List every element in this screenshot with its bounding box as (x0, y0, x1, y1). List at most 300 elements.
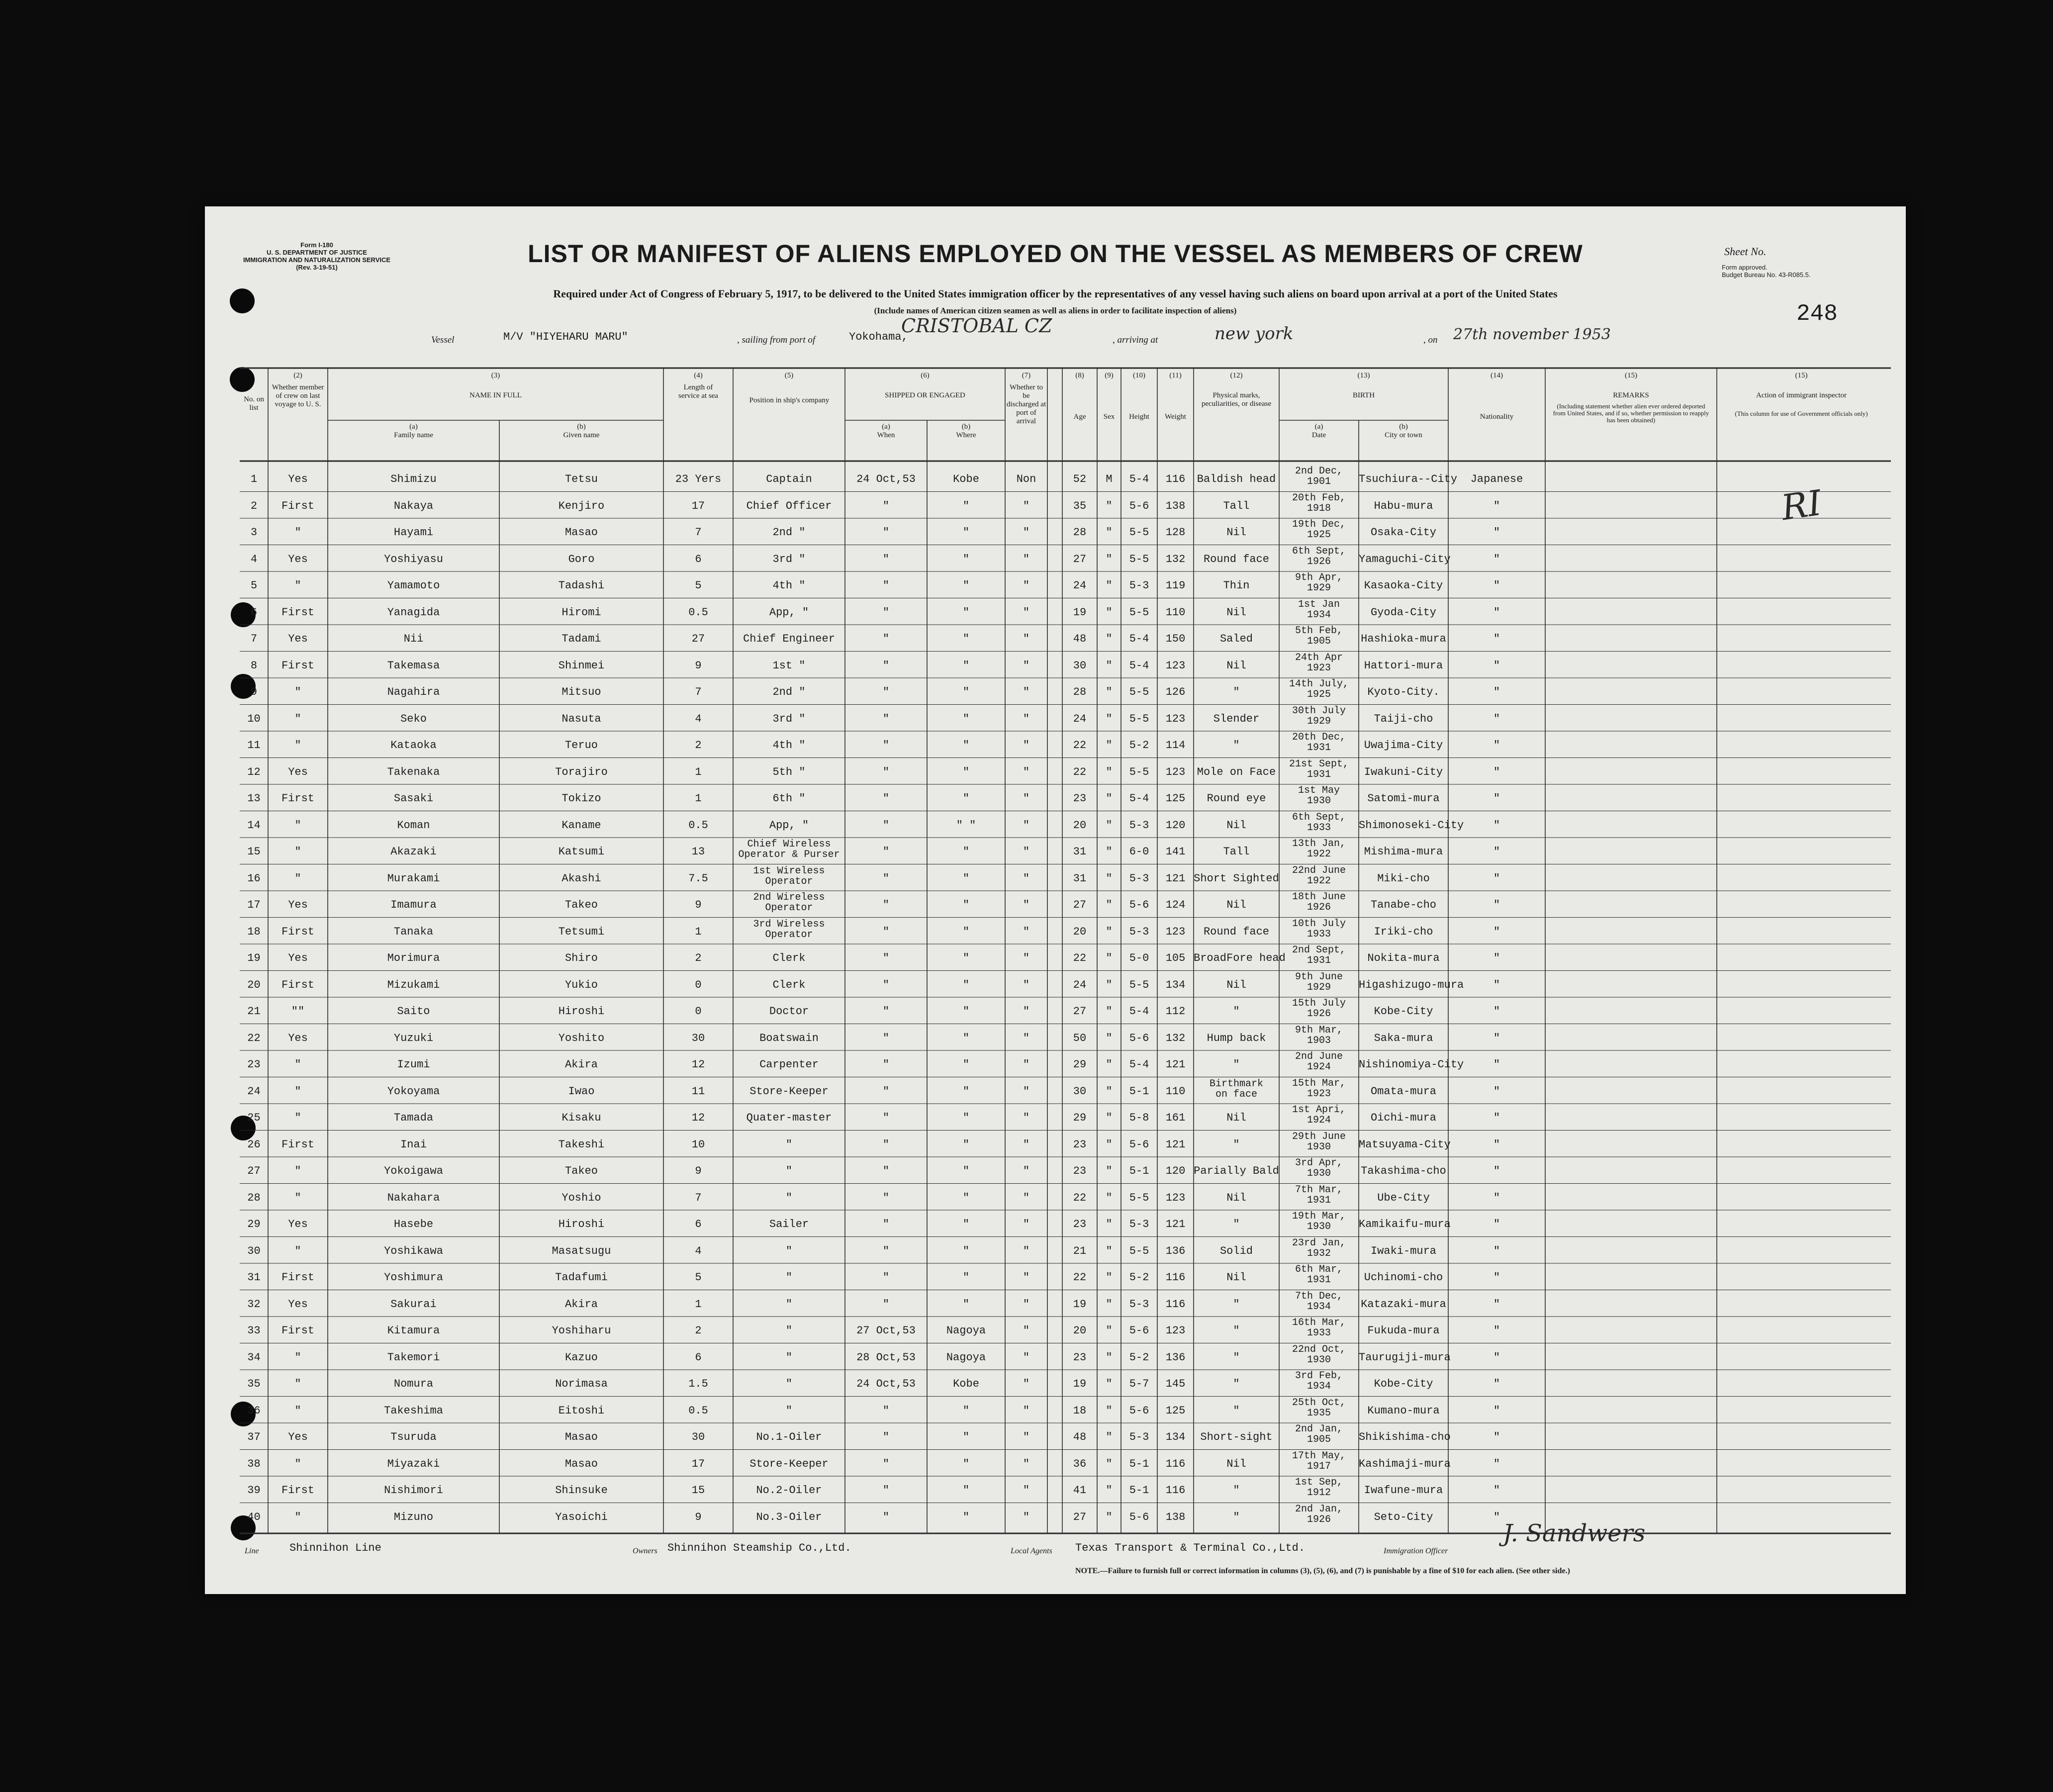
cell-given (499, 526, 663, 539)
arrival-port: new york (1214, 324, 1294, 344)
cell-position (733, 766, 845, 778)
cell-nat (1448, 500, 1545, 512)
when-text: " (882, 1218, 890, 1230)
city-text: Omata-mura (1370, 1085, 1437, 1098)
no-text: 38 (247, 1457, 261, 1470)
cell-no (240, 1458, 268, 1470)
cell-city (1359, 766, 1448, 778)
where-text: " (962, 1058, 970, 1071)
cell-height (1121, 1458, 1157, 1470)
when-text: " (882, 952, 890, 964)
cell-sex (1097, 713, 1121, 725)
birth-date-day: 18th June (1292, 891, 1346, 903)
birth-date-day: 2nd Dec, (1295, 466, 1343, 477)
family-text: Yamamoto (387, 579, 440, 592)
cell-height (1121, 579, 1157, 592)
col-3-number: (3) (491, 372, 500, 379)
birth-date-year: 1931 (1306, 768, 1331, 780)
birth-date-day: 20th Dec, (1292, 732, 1346, 743)
height-text: 6-0 (1129, 846, 1149, 858)
no-text: 9 (250, 686, 258, 698)
cell-nat (1448, 1431, 1545, 1443)
no-text: 29 (247, 1218, 261, 1230)
position-text: Carpenter (759, 1058, 819, 1071)
where-text: " (962, 952, 970, 964)
cell-last (268, 1378, 328, 1390)
cell-city (1359, 1484, 1448, 1497)
last-text: Yes (288, 1032, 308, 1044)
birth-date-day: 16th Mar, (1292, 1317, 1346, 1328)
cell-given (499, 473, 663, 485)
service-text: 7 (695, 1191, 702, 1204)
col-last-voyage-header: Whether member of crew on last voyage to U. S. (272, 383, 324, 408)
marks-text: Saled (1219, 633, 1253, 645)
cell-age (1062, 713, 1097, 725)
cell-height (1121, 766, 1157, 778)
last-text: " (294, 1404, 301, 1417)
when-text: " (882, 1112, 890, 1124)
cell-service (663, 1005, 733, 1018)
where-text: " (962, 1005, 970, 1018)
cell-height (1121, 1192, 1157, 1204)
cell-position (733, 579, 845, 592)
cell-weight (1157, 979, 1194, 991)
cell-age (1062, 1165, 1097, 1177)
cell-weight (1157, 792, 1194, 805)
cell-sex (1097, 686, 1121, 698)
family-text: Seko (400, 712, 427, 725)
cell-age (1062, 792, 1097, 805)
nat-text: " (1493, 686, 1500, 698)
height-text: 5-1 (1129, 1484, 1149, 1497)
col-when-header: (a) When (877, 423, 895, 439)
nat-text: " (1493, 1457, 1500, 1470)
birth-date-day: 9th Mar, (1295, 1024, 1343, 1036)
last-text: First (281, 1271, 314, 1284)
cell-given (499, 1511, 663, 1523)
col-city-header: (b) City or town (1385, 423, 1422, 439)
birth-date (1279, 1185, 1359, 1206)
service-text: 4 (695, 1244, 702, 1257)
sex-text: " (1106, 1138, 1113, 1151)
cell-age (1062, 633, 1097, 645)
cell-given (499, 1378, 663, 1390)
cell-nat (1448, 579, 1545, 592)
cell-nat (1448, 1112, 1545, 1124)
sex-text: " (1106, 925, 1113, 938)
last-text: First (281, 1484, 314, 1497)
cell-nat (1448, 1245, 1545, 1257)
sex-text: M (1106, 473, 1113, 485)
cell-height (1121, 1165, 1157, 1177)
discharge-text: " (1023, 1484, 1030, 1497)
weight-text: 120 (1165, 819, 1186, 832)
given-text: Teruo (564, 739, 598, 752)
cell-age (1062, 846, 1097, 858)
when-text: " (882, 899, 890, 911)
last-text: First (281, 1138, 314, 1151)
no-text: 40 (247, 1510, 261, 1523)
discharge-text: " (1023, 1112, 1030, 1124)
cell-service (663, 1058, 733, 1071)
birth-date (1279, 1158, 1359, 1179)
cell-when (845, 1351, 927, 1364)
marks-text: Nil (1226, 1271, 1246, 1284)
cell-marks (1194, 1378, 1279, 1390)
service-text: 13 (691, 846, 705, 858)
cell-city (1359, 526, 1448, 539)
where-text: " (962, 633, 970, 645)
discharge-text: " (1023, 1085, 1030, 1098)
cell-when (845, 766, 927, 778)
cell-sex (1097, 952, 1121, 964)
position-text: Quater-master (746, 1112, 832, 1124)
last-text: " (294, 579, 301, 592)
col-inspector-sub: (This column for use of Government officials only) (1735, 410, 1868, 417)
cell-last (268, 686, 328, 698)
cell-sex (1097, 1351, 1121, 1364)
city-text: Matsuyama-City (1359, 1138, 1451, 1151)
cell-last (268, 1218, 328, 1230)
marks-text: Solid (1219, 1244, 1253, 1257)
cell-city (1359, 1298, 1448, 1311)
when-text: " (882, 739, 890, 752)
when-text: " (882, 526, 890, 539)
cell-no (240, 1511, 268, 1523)
cell-where (927, 1245, 1005, 1257)
cell-last (268, 926, 328, 938)
when-text: " (882, 1404, 890, 1417)
cell-given (499, 686, 663, 698)
cell-city (1359, 1165, 1448, 1177)
cell-position (733, 1458, 845, 1470)
cell-sex (1097, 846, 1121, 858)
weight-text: 138 (1165, 499, 1186, 512)
position-text: 3rd Wireless (753, 918, 825, 930)
weight-text: 123 (1165, 712, 1186, 725)
cell-marks (1194, 1511, 1279, 1523)
marks-text: Round eye (1207, 792, 1266, 805)
birth-date-year: 1929 (1306, 715, 1331, 727)
cell-discharge (1005, 926, 1047, 938)
page-number: 248 (1796, 301, 1838, 327)
discharge-text: " (1023, 553, 1030, 566)
birth-date-year: 1933 (1306, 1327, 1331, 1339)
cell-last (268, 660, 328, 672)
family-text: Nagahira (387, 686, 440, 698)
cell-last (268, 606, 328, 619)
nat-text: " (1493, 659, 1500, 672)
birth-date-day: 15th July (1292, 998, 1346, 1009)
family-text: Yoshikawa (384, 1244, 443, 1257)
cell-position (733, 739, 845, 752)
cell-last (268, 1511, 328, 1523)
given-text: Katsumi (558, 846, 605, 858)
cell-sex (1097, 500, 1121, 512)
no-text: 30 (247, 1244, 261, 1257)
cell-discharge (1005, 1378, 1047, 1390)
given-text: Hiroshi (558, 1218, 605, 1230)
city-text: Iwakuni-City (1364, 765, 1443, 778)
cell-no (240, 792, 268, 805)
position-text: " (785, 1244, 793, 1257)
col-family-header: (a) Family name (394, 423, 433, 439)
birth-date-day: 7th Mar, (1295, 1184, 1343, 1196)
birth-date-day: 6th Sept, (1292, 811, 1346, 823)
cell-service (663, 1112, 733, 1124)
cell-given (499, 1192, 663, 1204)
age-text: 18 (1073, 1404, 1087, 1417)
cell-nat (1448, 553, 1545, 566)
birth-date-year: 1932 (1306, 1247, 1331, 1259)
nat-text: " (1493, 1351, 1500, 1364)
marks-text: " (1233, 1058, 1240, 1071)
height-text: 5-3 (1129, 579, 1149, 592)
birth-date (1279, 466, 1359, 487)
no-text: 6 (250, 606, 258, 619)
cell-sex (1097, 979, 1121, 991)
cell-position (733, 713, 845, 725)
weight-text: 134 (1165, 978, 1186, 991)
cell-family (328, 1405, 499, 1417)
col-16-number: (15) (1795, 372, 1808, 379)
position-text: 2nd Wireless (753, 892, 825, 903)
cell-position (733, 892, 845, 913)
age-text: 24 (1073, 978, 1087, 991)
age-text: 27 (1073, 1005, 1087, 1018)
discharge-text: " (1023, 1510, 1030, 1523)
birth-date-day: 30th July (1292, 705, 1346, 717)
cell-no (240, 526, 268, 539)
footer-note: NOTE.—Failure to furnish full or correct information in columns (3), (5), (6), and (7) is punishable by a fine of $10 for each alien. (See other side.) (1075, 1567, 1570, 1575)
cell-where (927, 1431, 1005, 1443)
cell-discharge (1005, 766, 1047, 778)
sex-text: " (1106, 606, 1113, 619)
last-text: " (294, 819, 301, 832)
position-text: 2nd " (772, 686, 806, 698)
height-text: 5-2 (1129, 1351, 1149, 1364)
given-text: Shinmei (558, 659, 605, 672)
last-text: " (294, 1191, 301, 1204)
cell-last (268, 1058, 328, 1071)
col-age-header: Age (1073, 413, 1086, 421)
birth-date-year: 1926 (1306, 1513, 1331, 1525)
cell-city (1359, 579, 1448, 592)
discharge-text: " (1023, 872, 1030, 885)
nat-text: " (1493, 1085, 1500, 1098)
cell-nat (1448, 1218, 1545, 1230)
cell-no (240, 846, 268, 858)
col-2-number: (2) (293, 372, 302, 379)
birth-date (1279, 998, 1359, 1019)
sex-text: " (1106, 872, 1113, 885)
age-text: 28 (1073, 526, 1087, 539)
col-14-number: (14) (1491, 372, 1503, 379)
age-text: 21 (1073, 1244, 1087, 1257)
col-7-number: (7) (1022, 372, 1031, 379)
cell-nat (1448, 819, 1545, 832)
last-text: " (294, 1457, 301, 1470)
city-text: Miki-cho (1377, 872, 1430, 885)
family-text: Murakami (387, 872, 440, 885)
no-text: 37 (247, 1431, 261, 1443)
height-text: 5-8 (1129, 1112, 1149, 1124)
cell-when (845, 500, 927, 512)
height-text: 5-6 (1129, 1510, 1149, 1523)
birth-date (1279, 599, 1359, 620)
service-text: 0 (695, 1005, 702, 1018)
cell-service (663, 766, 733, 778)
cell-nat (1448, 686, 1545, 698)
sex-text: " (1106, 686, 1113, 698)
age-text: 20 (1073, 925, 1087, 938)
birth-date-year: 1926 (1306, 1008, 1331, 1020)
marks-text: Nil (1226, 899, 1246, 911)
height-text: 5-1 (1129, 1457, 1149, 1470)
city-text: Mishima-mura (1364, 846, 1443, 858)
col-12-number: (12) (1230, 372, 1243, 379)
nat-text: " (1493, 633, 1500, 645)
birth-date (1279, 972, 1359, 993)
cell-height (1121, 500, 1157, 512)
cell-discharge (1005, 1351, 1047, 1364)
cell-when (845, 1085, 927, 1098)
cell-where (927, 872, 1005, 885)
cell-nat (1448, 526, 1545, 539)
weight-text: 123 (1165, 925, 1186, 938)
cell-city (1359, 1138, 1451, 1151)
city-text: Kumano-mura (1367, 1404, 1440, 1417)
cell-no (240, 1165, 268, 1177)
cell-height (1121, 926, 1157, 938)
cell-age (1062, 926, 1097, 938)
cell-marks (1194, 553, 1279, 566)
cell-sex (1097, 1405, 1121, 1417)
age-text: 50 (1073, 1032, 1087, 1044)
birth-date (1279, 785, 1359, 806)
family-text: Takeshima (384, 1404, 443, 1417)
cell-no (240, 766, 268, 778)
cell-no (240, 1085, 268, 1098)
where-text: " (962, 978, 970, 991)
cell-no (240, 553, 268, 566)
sex-text: " (1106, 1244, 1113, 1257)
last-text: First (281, 606, 314, 619)
birth-date-day: 9th Apr, (1295, 572, 1343, 583)
cell-service (663, 1458, 733, 1470)
age-text: 48 (1073, 633, 1087, 645)
cell-no (240, 633, 268, 645)
nat-text: " (1493, 1298, 1500, 1311)
when-text: " (882, 686, 890, 698)
discharge-text: " (1023, 1351, 1030, 1364)
cell-family (328, 926, 499, 938)
when-text: 24 Oct,53 (856, 1378, 916, 1390)
sex-text: " (1106, 1112, 1113, 1124)
nat-text: " (1493, 1112, 1500, 1124)
marks-text: " (1233, 1298, 1240, 1311)
weight-text: 124 (1165, 899, 1186, 911)
cell-when (845, 1298, 927, 1311)
col-discharge-header: Whether to be discharged at port of arrival (1006, 383, 1046, 425)
cell-when (845, 1218, 927, 1230)
cell-weight (1157, 1112, 1194, 1124)
no-text: 12 (247, 765, 261, 778)
cell-age (1062, 1245, 1097, 1257)
cell-service (663, 872, 733, 885)
cell-when (845, 660, 927, 672)
city-text: Taurugiji-mura (1359, 1351, 1451, 1364)
service-text: 0.5 (688, 1404, 708, 1417)
height-text: 5-5 (1129, 526, 1149, 539)
cell-marks (1194, 792, 1279, 805)
birth-date-day: 15th Mar, (1292, 1077, 1346, 1089)
sex-text: " (1106, 819, 1113, 832)
position-text: 1st Wireless (753, 865, 825, 877)
cell-sex (1097, 1218, 1121, 1230)
cell-family (328, 1378, 499, 1390)
age-text: 27 (1073, 899, 1087, 911)
family-text: Imamura (390, 899, 437, 911)
cell-family (328, 660, 499, 672)
marks-text: Parially Bald (1194, 1165, 1279, 1177)
cell-height (1121, 1298, 1157, 1311)
nat-text: " (1493, 499, 1500, 512)
cell-where (927, 1378, 1005, 1390)
discharge-text: " (1023, 686, 1030, 698)
cell-no (240, 926, 268, 938)
cell-where (927, 1298, 1005, 1311)
sex-text: " (1106, 1005, 1113, 1018)
cell-family (328, 1138, 499, 1151)
col-service-header: Length of service at sea (678, 383, 718, 400)
cell-nat (1448, 1138, 1545, 1151)
birth-date (1279, 626, 1359, 647)
marks-text: " (1233, 686, 1240, 698)
cell-when (845, 899, 927, 911)
cell-nat (1448, 846, 1545, 858)
cell-no (240, 899, 268, 911)
cell-sex (1097, 1511, 1121, 1523)
cell-last (268, 713, 328, 725)
cell-family (328, 979, 499, 991)
cell-last (268, 500, 328, 512)
col-15-number: (15) (1625, 372, 1637, 379)
given-text: Shiro (564, 952, 598, 964)
given-text: Kenjiro (558, 499, 605, 512)
cell-marks (1194, 872, 1279, 885)
sex-text: " (1106, 1351, 1113, 1364)
col-8-number: (8) (1075, 372, 1084, 379)
when-text: " (882, 792, 890, 805)
age-text: 22 (1073, 952, 1087, 964)
cell-city (1359, 1378, 1448, 1390)
given-text: Masao (564, 526, 598, 539)
birth-date-day: 19th Mar, (1292, 1211, 1346, 1222)
cell-age (1062, 579, 1097, 592)
height-text: 5-0 (1129, 952, 1149, 964)
cell-city (1359, 899, 1448, 911)
cell-weight (1157, 1324, 1194, 1337)
weight-text: 123 (1165, 659, 1186, 672)
cell-position (733, 1005, 845, 1018)
cell-no (240, 1324, 268, 1337)
cell-service (663, 660, 733, 672)
cell-height (1121, 1351, 1157, 1364)
service-text: 1 (695, 792, 702, 805)
cell-last (268, 1351, 328, 1364)
cell-family (328, 739, 499, 752)
